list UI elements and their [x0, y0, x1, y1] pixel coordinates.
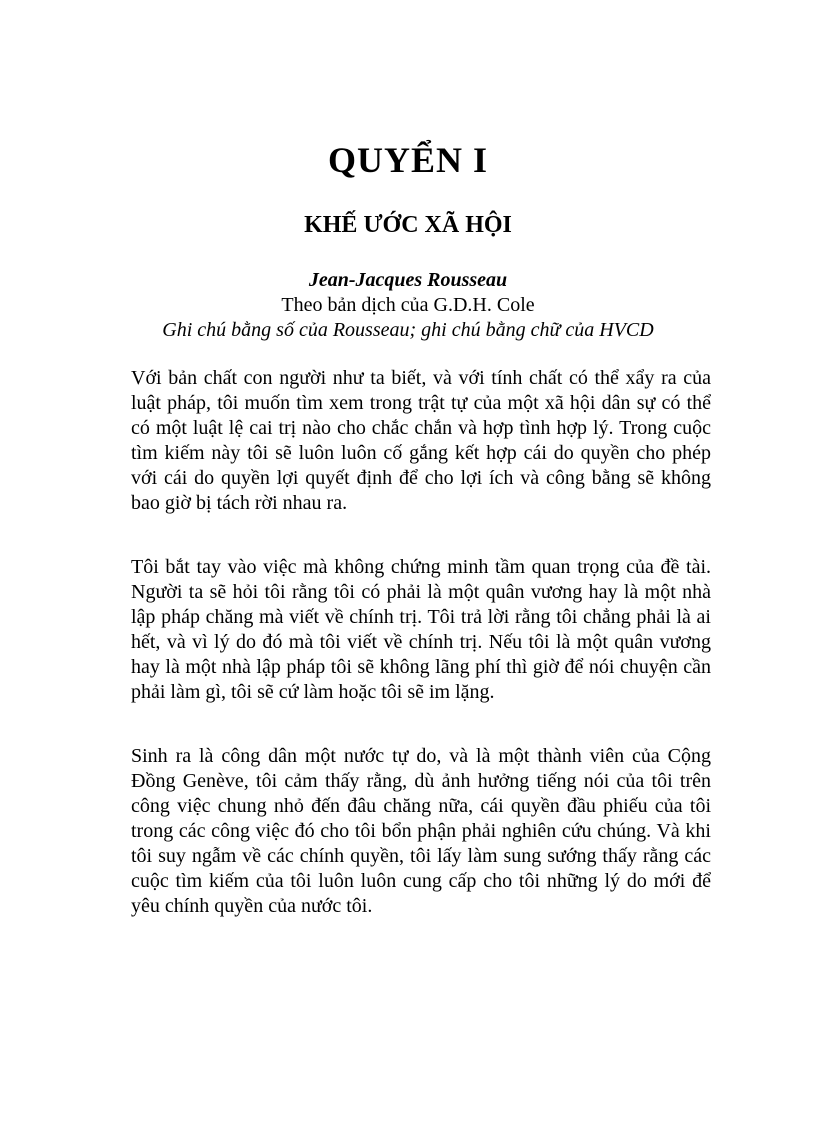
paragraph-3: Sinh ra là công dân một nước tự do, và là một thành viên của Cộng Đồng Genève, tôi cảm thấy rằng, dù ảnh hưởng tiếng nói của tôi trên công việc chung nhỏ đến đâu chăng nữa, cái quyền đầu phiếu của tôi trong các công việc đó cho tôi bổn phận phải nghiên cứu chúng. Và khi tôi suy ngẫm về các chính quyền, tôi lấy làm sung sướng thấy rằng các cuộc tìm kiếm của tôi luôn luôn cung cấp cho tôi những lý do mới để yêu chính quyền của nước tôi. [131, 745, 711, 917]
notes-legend: Ghi chú bằng số của Rousseau; ghi chú bằng chữ của HVCD [162, 319, 654, 341]
paragraph-1: Với bản chất con người như ta biết, và với tính chất có thể xẩy ra của luật pháp, tôi muốn tìm xem trong trật tự của một xã hội dân sự có thể có một luật lệ cai trị nào cho chắc chắn và hợp tình hợp lý. Trong cuộc tìm kiếm này tôi sẽ luôn luôn cố gắng kết hợp cái do quyền cho phép với cái do quyền lợi quyết định để cho lợi ích và công bằng sẽ không bao giờ bị tách rời nhau ra. [131, 367, 711, 514]
work-title: KHẾ ƯỚC XÃ HỘI [304, 212, 512, 238]
book-title: QUYỂN I [327, 140, 489, 180]
paragraph-2: Tôi bắt tay vào việc mà không chứng minh tầm quan trọng của đề tài. Người ta sẽ hỏi tôi rằng tôi có phải là một quân vương hay là một nhà lập pháp chăng mà viết về chính trị. Tôi trả lời rằng tôi chẳng phải là ai hết, và vì lý do đó mà tôi viết về chính trị. Nếu tôi là một quân vương hay là một nhà lập pháp tôi sẽ không lãng phí thì giờ để nói chuyện cần phải làm gì, tôi sẽ cứ làm hoặc tôi sẽ im lặng. [131, 556, 711, 703]
translator-credit: Theo bản dịch của G.D.H. Cole [281, 294, 535, 316]
byline [0, 268, 816, 343]
body-text [131, 366, 711, 958]
author-name: Jean-Jacques Rousseau [308, 269, 508, 291]
